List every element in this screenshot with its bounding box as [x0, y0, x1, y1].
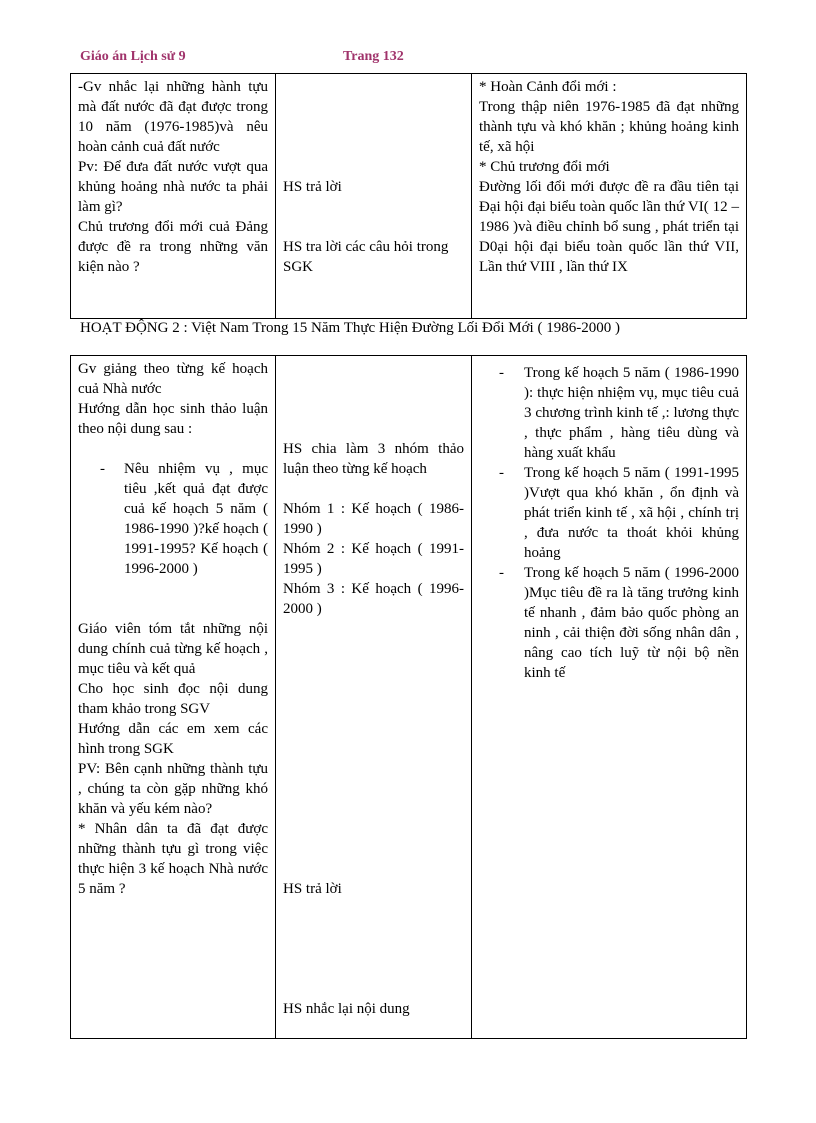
- student-activity-cell: [276, 74, 472, 319]
- discussion-list: [78, 459, 268, 579]
- content-text: Trong thập niên 1976-1985 đã đạt những thành tựu và khó khăn ; khủng hoảng kinh tế, xã hội: [479, 99, 739, 155]
- content-text: Đường lối đổi mới được đề ra đầu tiên tại Đại hội đại biểu toàn quốc lần thứ VI( 12 – 1986 )và điều chỉnh bổ sung , phát triển tại D0ại hội đại biểu toàn quốc lần thứ VII, Lần thứ VIII , lần thứ IX: [479, 179, 739, 275]
- student-task: HS chia làm 3 nhóm thảo luận theo từng kế hoạch: [283, 441, 464, 477]
- teacher-question: PV: Bên cạnh những thành tựu , chúng ta còn gặp những khó khăn và yếu kém nào?: [78, 761, 268, 817]
- student-response: HS trả lời: [283, 179, 342, 195]
- student-response: HS trả lời: [283, 881, 342, 897]
- student-response: HS nhắc lại nội dung: [283, 1001, 410, 1017]
- content-heading: * Chủ trương đổi mới: [479, 159, 610, 175]
- bullet-dash: -: [499, 565, 504, 581]
- teacher-instruction: -Gv nhắc lại những hành tựu mà đất nước đã đạt được trong 10 năm (1976-1985)và nêu hoàn cảnh cuả đất nước: [78, 79, 268, 155]
- group-assignment: Nhóm 3 : Kế hoạch ( 1996-2000 ): [283, 581, 464, 617]
- plan-results-list: [479, 363, 739, 683]
- plan-result-text: Trong kế hoạch 5 năm ( 1996-2000 )Mục tiêu đề ra là tăng trưởng kinh tế nhanh , đảm bảo quốc phòng an ninh , cải thiện đời sống nhân dân , nâng cao tích luỹ từ nội bộ nền kinh tế: [524, 565, 739, 681]
- activity-2-table: [70, 355, 747, 1039]
- plan-result-text: Trong kế hoạch 5 năm ( 1991-1995 )Vượt qua khó khăn , ổn định và phát triển kinh tế , xã hội , chính trị , đưa nước ta thoát khỏi khủng hoảng: [524, 465, 739, 561]
- teacher-instruction: Hướng dẫn các em xem các hình trong SGK: [78, 721, 268, 757]
- list-item: [479, 463, 739, 563]
- teacher-activity-cell: [71, 356, 276, 1039]
- document-header-title: Giáo án Lịch sử 9: [80, 49, 186, 64]
- teacher-question: Chủ trương đổi mới cuả Đảng được đề ra trong những văn kiện nào ?: [78, 219, 268, 275]
- student-response: HS tra lời các câu hỏi trong SGK: [283, 239, 449, 275]
- teacher-instruction: Hướng dẫn học sinh thảo luận theo nội dung sau :: [78, 401, 268, 437]
- discussion-question: Nêu nhiệm vụ , mục tiêu ,kết quả đạt được cuả kế hoạch 5 năm ( 1986-1990 )?kế hoạch ( 1991-1995? Kế hoạch ( 1996-2000 ): [124, 461, 268, 577]
- bullet-dash: -: [100, 461, 105, 477]
- content-cell: [472, 356, 747, 1039]
- group-assignment: Nhóm 2 : Kế hoạch ( 1991-1995 ): [283, 541, 464, 577]
- activity-1-table: [70, 73, 747, 319]
- teacher-activity-cell: [71, 74, 276, 319]
- teacher-question: * Nhân dân ta đã đạt được những thành tựu gì trong việc thực hiện 3 kế hoạch Nhà nước 5 năm ?: [78, 821, 268, 897]
- plan-result-text: Trong kế hoạch 5 năm ( 1986-1990 ): thực hiện nhiệm vụ, mục tiêu cuả 3 chương trình kinh tế ,: lương thực , thực phẩm , hàng tiêu dùng và hàng xuất khẩu: [524, 365, 739, 461]
- teacher-instruction: Cho học sinh đọc nội dung tham khảo trong SGV: [78, 681, 268, 717]
- bullet-dash: -: [499, 365, 504, 381]
- student-activity-cell: [276, 356, 472, 1039]
- content-cell: [472, 74, 747, 319]
- activity-2-title: HOẠT ĐỘNG 2 : Việt Nam Trong 15 Năm Thực Hiện Đường Lối Đổi Mới ( 1986-2000 ): [80, 320, 620, 336]
- teacher-question: Pv: Để đưa đất nước vượt qua khủng hoảng nhà nước ta phải làm gì?: [78, 159, 268, 215]
- content-heading: * Hoàn Cảnh đổi mới :: [479, 79, 617, 95]
- teacher-instruction: Giáo viên tóm tắt những nội dung chính cuả từng kế hoạch , mục tiêu và kết quả: [78, 621, 268, 677]
- teacher-instruction: Gv giảng theo từng kế hoạch cuả Nhà nước: [78, 361, 268, 397]
- group-assignment: Nhóm 1 : Kế hoạch ( 1986-1990 ): [283, 501, 464, 537]
- list-item: [479, 363, 739, 463]
- list-item: [78, 459, 268, 579]
- bullet-dash: -: [499, 465, 504, 481]
- list-item: [479, 563, 739, 683]
- page-number: Trang 132: [343, 49, 404, 64]
